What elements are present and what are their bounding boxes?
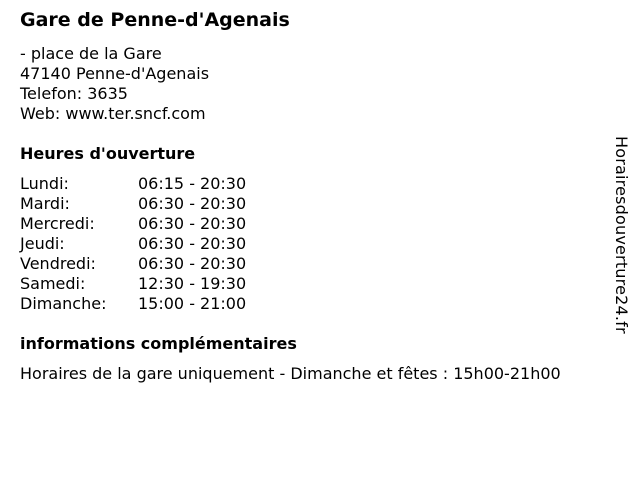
day-label: Mardi: [20,194,70,213]
day-label: Samedi: [20,274,86,293]
day-label: Lundi: [20,174,69,193]
time-range: 06:30 - 20:30 [138,194,247,213]
hours-heading: Heures d'ouverture [20,144,196,163]
hours-table [20,174,320,314]
hours-row-saturday [20,274,320,294]
hours-row-monday [20,174,320,194]
hours-row-sunday [20,294,320,314]
hours-row-wednesday [20,214,320,234]
phone-text: Telefon: 3635 [20,84,128,103]
time-range: 06:30 - 20:30 [138,214,247,233]
time-range: 06:15 - 20:30 [138,174,247,193]
day-label: Dimanche: [20,294,107,313]
day-label: Vendredi: [20,254,96,273]
hours-row-friday [20,254,320,274]
website-text: Web: www.ter.sncf.com [20,104,206,123]
station-address [20,44,209,124]
additional-info-heading: informations complémentaires [20,334,297,353]
time-range: 06:30 - 20:30 [138,254,247,273]
hours-row-tuesday [20,194,320,214]
station-title: Gare de Penne-d'Agenais [20,9,290,31]
additional-info-text: Horaires de la gare uniquement - Dimanche et fêtes : 15h00-21h00 [20,364,561,383]
address-line-city: 47140 Penne-d'Agenais [20,64,210,83]
time-range: 15:00 - 21:00 [138,294,247,313]
site-watermark: Horairesdouverture24.fr [612,136,631,334]
day-label: Jeudi: [20,234,65,253]
hours-row-thursday [20,234,320,254]
time-range: 12:30 - 19:30 [138,274,247,293]
time-range: 06:30 - 20:30 [138,234,247,253]
day-label: Mercredi: [20,214,95,233]
address-line-street: - place de la Gare [20,44,162,63]
